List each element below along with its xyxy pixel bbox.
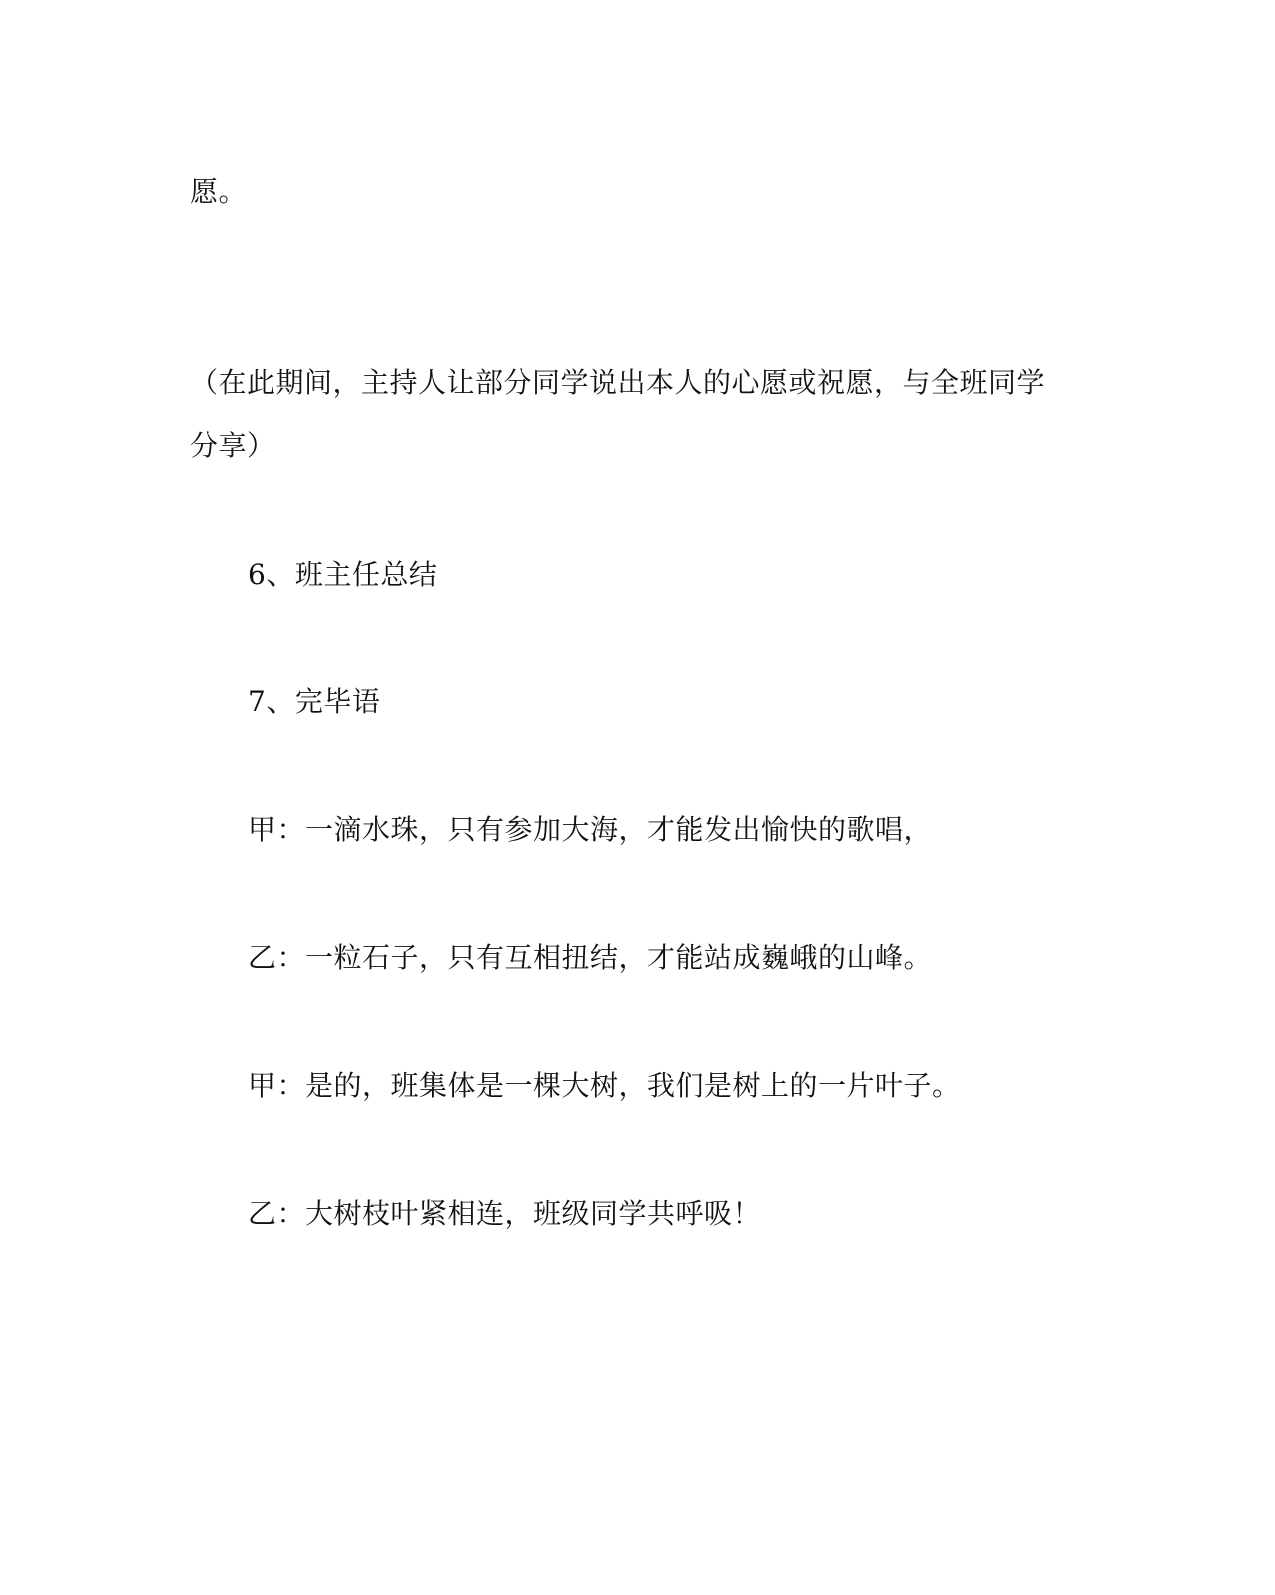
- text-line-note: （在此期间，主持人让部分同学说出本人的心愿或祝愿，与全班同学: [190, 366, 1046, 399]
- section-heading-7: 7、完毕语: [248, 685, 381, 718]
- dialogue-line-jia-1: 甲：一滴水珠，只有参加大海，才能发出愉快的歌唱，: [248, 813, 933, 846]
- dialogue-line-yi-1: 乙：一粒石子，只有互相扭结，才能站成巍峨的山峰。: [248, 941, 933, 974]
- text-line-continuation: 愿。: [190, 175, 248, 208]
- dialogue-line-jia-2: 甲：是的，班集体是一棵大树，我们是树上的一片叶子。: [248, 1069, 961, 1102]
- text-line-note-end: 分享）: [190, 429, 276, 462]
- section-heading-6: 6、班主任总结: [248, 558, 438, 591]
- dialogue-line-yi-2: 乙：大树枝叶紧相连，班级同学共呼吸！: [248, 1197, 762, 1230]
